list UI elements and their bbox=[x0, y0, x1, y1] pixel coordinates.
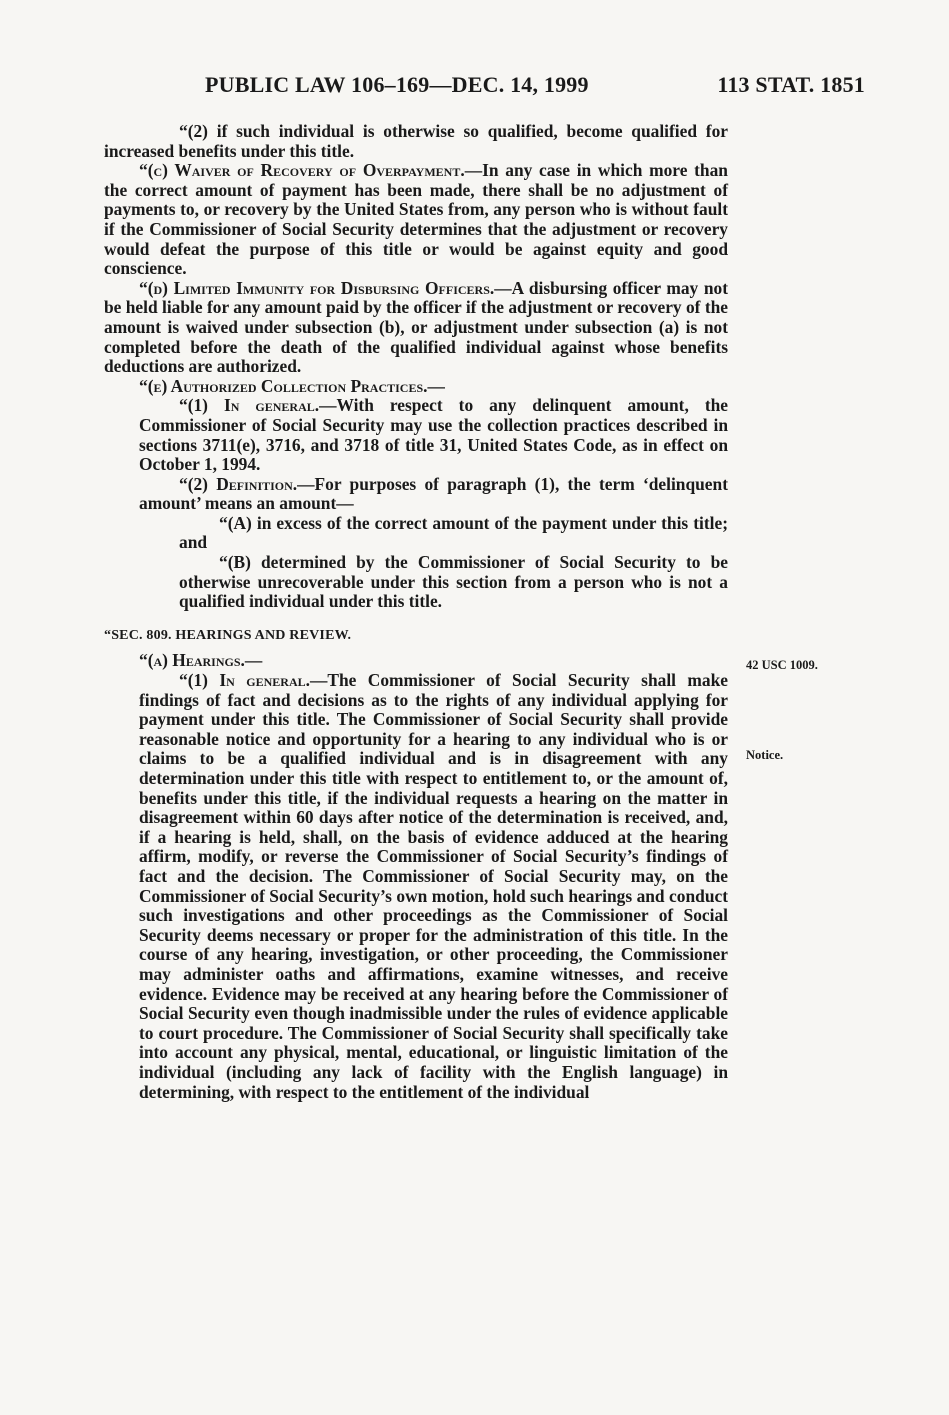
paragraph-e2-text: —For purposes of paragraph (1), the term ‘delinquent amount’ means an amount— bbox=[139, 473, 728, 514]
subsection-a-hearings bbox=[104, 651, 728, 671]
paragraph-a1-heading: “(1) In general. bbox=[179, 670, 310, 691]
subparagraph-a: “(A) in excess of the correct amount of the payment under this title; and bbox=[179, 512, 728, 553]
subsection-a-heading: “(a) Hearings. bbox=[139, 650, 245, 671]
subsection-a-text: — bbox=[244, 650, 263, 671]
paragraph-2-qualified: “(2) if such individual is otherwise so qualified, become qualified for increased benefits under this title. bbox=[104, 121, 728, 161]
paragraph-e1-heading: “(1) In general. bbox=[179, 395, 320, 416]
paragraph-e2 bbox=[139, 475, 728, 514]
subsection-c bbox=[104, 161, 728, 279]
section-809-heading: “SEC. 809. HEARINGS AND REVIEW. bbox=[104, 627, 352, 643]
statute-page-number: 113 STAT. 1851 bbox=[717, 72, 865, 97]
subsection-e bbox=[104, 377, 728, 397]
subsection-c-text: —In any case in which more than the correct amount of payment has been made, there shall be no adjustment of payments to, or recovery by the United States from, any person who is without fault if the Commissioner of Social Security determines that the adjustment or recovery would defeat the purpose of this title or would be against equity and good conscience. bbox=[104, 160, 728, 279]
subsection-d-heading: “(d) Limited Immunity for Disbursing Officers. bbox=[139, 277, 495, 298]
page-header bbox=[205, 72, 865, 102]
usc-margin-note: 42 USC 1009. bbox=[746, 658, 818, 672]
paragraph-a1-text: —The Commissioner of Social Security shall make findings of fact and decisions as to the rights of any individual applying for payment under this title. The Commissioner of Social Security shall provide reasonable notice and opportunity for a hearing to any individual who is or claims to be a qualified individual and is in disagreement with any determination under this title with respect to entitlement to, or the amount of, benefits under this title, if the individual requests a hearing on the matter in disagreement within 60 days after notice of the determination is received, and, if a hearing is held, shall, on the basis of evidence adduced at the hearing affirm, modify, or reverse the Commissioner of Social Security’s findings of fact and the decision. The Commissioner of Social Security may, on the Commissioner of Social Security’s own motion, hold such hearings and conduct such investigations and other proceedings as the Commissioner of Social Security deems necessary or proper for the administration of this title. In the course of any hearing, investigation, or other proceeding, the Commissioner may administer oaths and affirmations, examine witnesses, and receive evidence. Evidence may be received at any hearing before the Commissioner of Social Security even though inadmissible under the rules of evidence applicable to court procedure. The Commissioner of Social Security shall specifically take into account any physical, mental, educational, or linguistic limitation of the individual (including any lack of facility with the English language) in determining, with respect to the entitlement of the individual bbox=[139, 670, 728, 1102]
paragraph-e1-text: —With respect to any delinquent amount, the Commissioner of Social Security may use the collection practices described in sections 3711(e), 3716, and 3718 of title 31, United States Code, as in effect on October 1, 1994. bbox=[139, 395, 729, 475]
notice-margin-note: Notice. bbox=[746, 748, 784, 762]
public-law-citation: PUBLIC LAW 106–169—DEC. 14, 1999 bbox=[205, 72, 589, 97]
paragraph-e1 bbox=[139, 396, 728, 474]
subsection-e-heading: “(e) Authorized Collection Practices. bbox=[139, 375, 428, 396]
subsection-d bbox=[104, 279, 728, 377]
subsection-c-heading: “(c) Waiver of Recovery of Overpayment. bbox=[139, 160, 465, 181]
paragraph-e2-heading: “(2) Definition. bbox=[179, 473, 298, 494]
subparagraph-b: “(B) determined by the Commissioner of Social Security to be otherwise unrecoverable under this section from a person who is not a qualified individual under this title. bbox=[179, 552, 728, 612]
subsection-d-text: —A disbursing officer may not be held liable for any amount paid by the officer if the adjustment or recovery of the amount is waived under subsection (b), or adjustment under subsection (a) is not completed before the death of the qualified individual against whose benefits deductions are authorized. bbox=[104, 277, 729, 377]
paragraph-a1 bbox=[139, 671, 728, 1102]
subsection-e-text: — bbox=[427, 375, 445, 396]
body-text bbox=[104, 122, 728, 1102]
